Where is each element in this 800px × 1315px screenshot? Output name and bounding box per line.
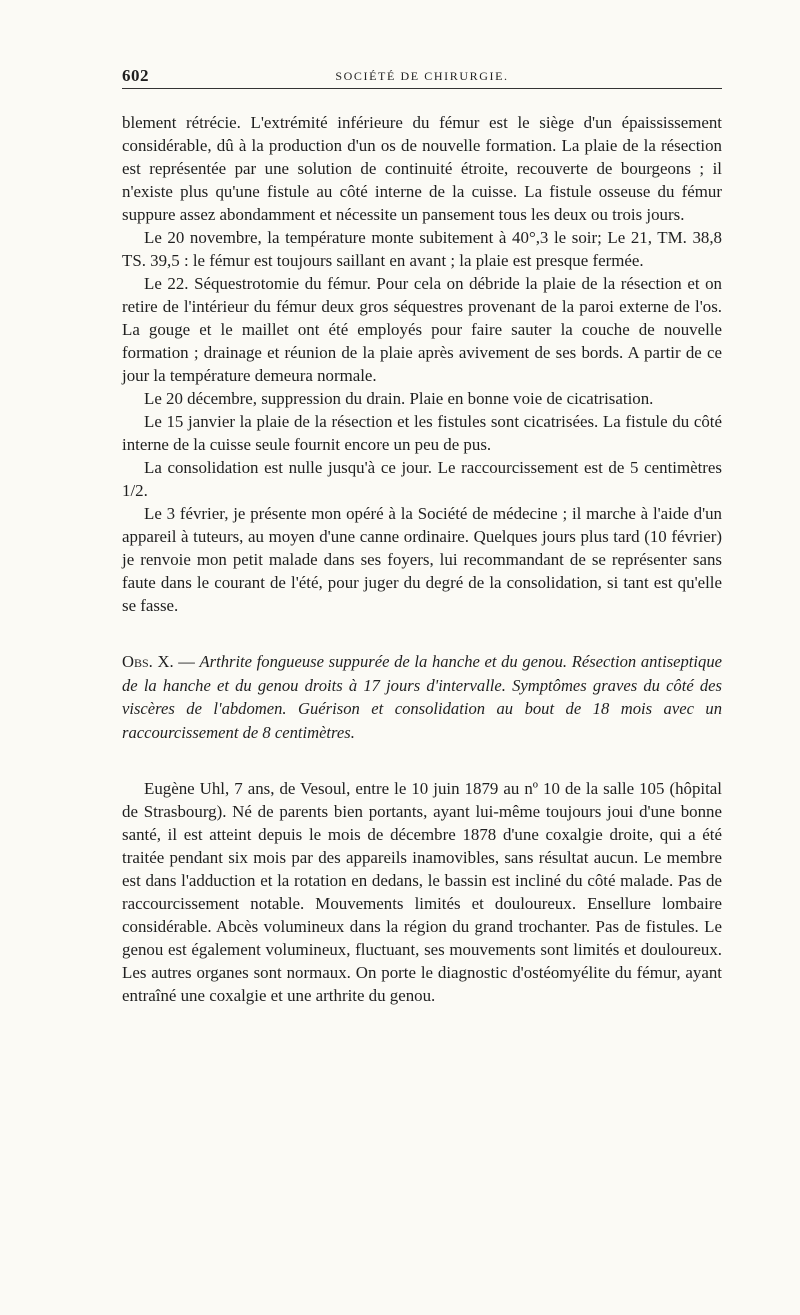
page-body	[122, 111, 722, 1007]
paragraph-sequestrotomie: Le 22. Séquestrotomie du fémur. Pour cela on débride la plaie de la résection et on retire de l'intérieur du fémur deux gros séquestres provenant de la paroi externe de l'os. La gouge et le maillet ont été employés pour faire sauter la couche de nouvelle formation ; drainage et réunion de la plaie après avivement de ses bords. A partir de ce jour la température demeura normale.	[122, 274, 722, 385]
observation-title: Arthrite fongueuse suppurée de la hanche et du genou. Résection antiseptique de la hanche et du genou droits à 17 jours d'intervalle. Symptômes graves du côté des viscères de l'abdomen. Guérison et consolidation au bout de 18 mois avec un raccourcissement de 8 centimètres.	[122, 652, 722, 742]
paragraph-consolidation: La consolidation est nulle jusqu'à ce jour. Le raccourcissement est de 5 centimètres 1/2.	[122, 458, 722, 500]
paragraph-20-decembre: Le 20 décembre, suppression du drain. Plaie en bonne voie de cicatrisation.	[144, 389, 654, 408]
paragraph-3-fevrier: Le 3 février, je présente mon opéré à la Société de médecine ; il marche à l'aide d'un appareil à tuteurs, au moyen d'une canne ordinaire. Quelques jours plus tard (10 février) je renvoie mon petit malade dans ses foyers, lui recommandant de se représenter sans faute dans le courant de l'été, pour juger du degré de la consolidation, si tant est qu'elle se fasse.	[122, 504, 722, 615]
paragraph-continued: blement rétrécie. L'extrémité inférieure du fémur est le siège d'un épaississement considérable, dû à la production d'un os de nouvelle formation. La plaie de la résection est représentée par une solution de continuité étroite, recouverte de bourgeons ; il n'existe plus qu'une fistule au côté interne de la cuisse. La fistule osseuse du fémur suppure assez abondamment et nécessite un pansement tous les deux ou trois jours.	[122, 113, 722, 224]
case-paragraph: Eugène Uhl, 7 ans, de Vesoul, entre le 10 juin 1879 au nº 10 de la salle 105 (hôpital de Strasbourg). Né de parents bien portants, ayant lui-même toujours joui d'une bonne santé, il est atteint depuis le mois de décembre 1878 d'une coxalgie droite, qui a été traitée pendant six mois par des appareils inamovibles, sans résultat aucun. Le membre est dans l'adduction et la rotation en dedans, le bassin est incliné du côté malade. Pas de raccourcissement notable. Mouvements limités et douloureux. Ensellure lombaire considérable. Abcès volumineux dans la région du grand trochanter. Pas de fistules. Le genou est également volumineux, fluctuant, ses mouvements sont limités et douloureux. Les autres organes sont normaux. On porte le diagnostic d'ostéomyélite du fémur, ayant entraîné une coxalgie et une arthrite du genou.	[122, 779, 722, 1006]
observation-heading	[122, 650, 722, 744]
book-page	[122, 62, 722, 1007]
paragraph-15-janvier: Le 15 janvier la plaie de la résection et les fistules sont cicatrisées. La fistule du côté interne de la cuisse seule fournit encore un peu de pus.	[122, 412, 722, 454]
running-title: SOCIÉTÉ DE CHIRURGIE.	[335, 69, 509, 83]
page-number: 602	[122, 66, 149, 85]
observation-label: Obs. X. —	[122, 652, 200, 671]
paragraph-20-novembre: Le 20 novembre, la température monte subitement à 40°,3 le soir; Le 21, TM. 38,8 TS. 39,5 : le fémur est toujours saillant en avant ; la plaie est presque fermée.	[122, 228, 722, 270]
page-header	[122, 62, 722, 89]
